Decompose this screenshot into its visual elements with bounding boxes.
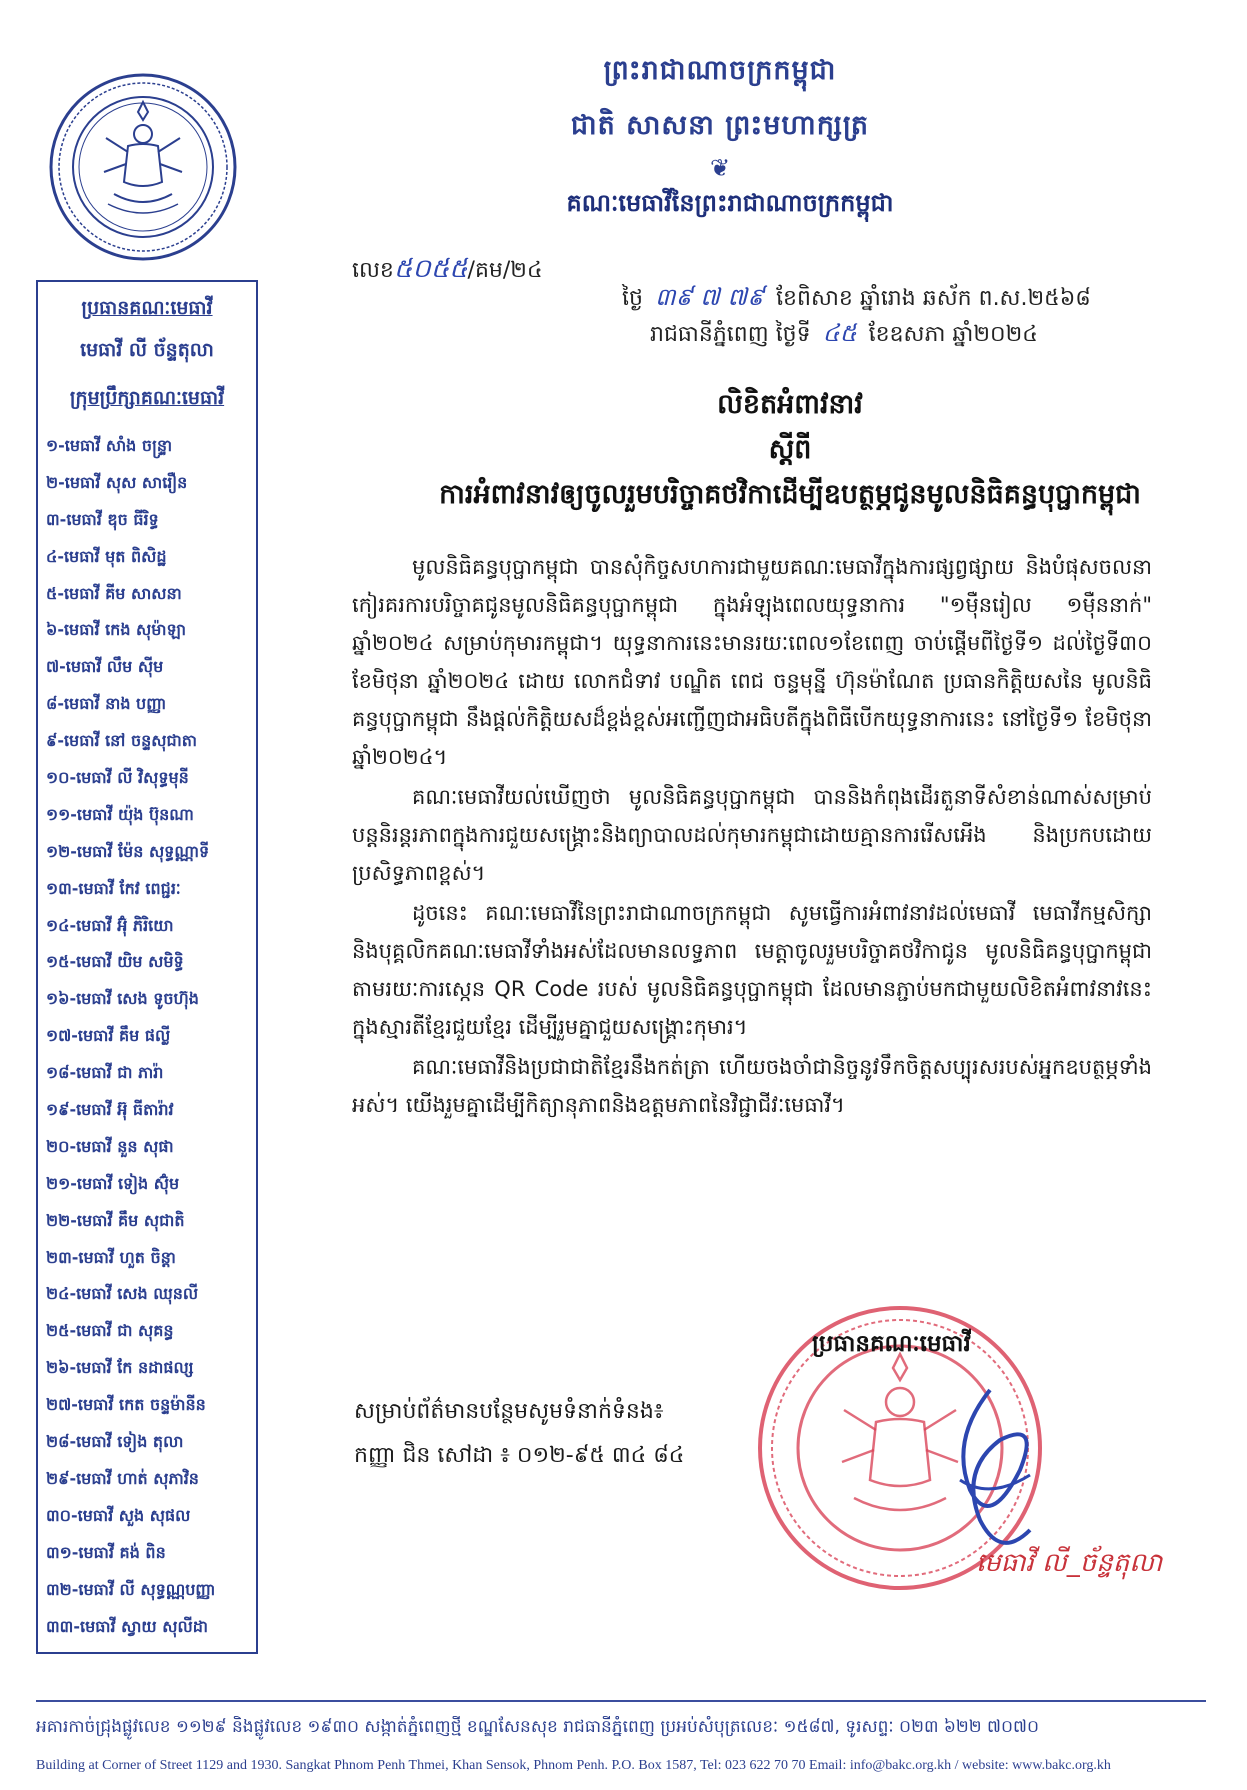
list-item: ២៦-មេធាវី កែ នដាផល្ស bbox=[46, 1358, 194, 1378]
list-item: ១៤-មេធាវី អ៊ុំ ភិរិយោ bbox=[46, 915, 174, 935]
list-item: ១៣-មេធាវី កែវ ពេជ្ជរៈ bbox=[46, 878, 181, 898]
list-item: ១៧-មេធាវី គឹម ផល្លី bbox=[46, 1026, 171, 1046]
list-item: ២៩-មេធាវី ហាត់ សុភាវិន bbox=[46, 1468, 199, 1488]
contact-info bbox=[354, 1390, 684, 1478]
ornament-icon: ❦ bbox=[709, 154, 731, 182]
letter-header bbox=[480, 44, 960, 182]
kingdom-heading: ព្រះរាជាណាចក្រកម្ពុជា bbox=[603, 55, 837, 86]
list-item: ១៨-មេធាវី ជា ភារ៉ា bbox=[46, 1063, 164, 1083]
list-item: ១៥-មេធាវី យិម សមិទ្ធិ bbox=[46, 952, 184, 972]
body-paragraph-4: គណៈមេធាវីនិងប្រជាជាតិខ្មែរនឹងកត់ត្រា ហើយចងចាំជានិច្ចនូវទឹកចិត្តសប្បុរសរបស់អ្នកឧបត្ថម្ភទាំងអស់។ យើងរួមគ្នាដើម្បីកិត្យានុភាពនិងឧត្តមភាពនៃវិជ្ជាជីវៈមេធាវី។ bbox=[352, 1055, 1152, 1117]
solar-date bbox=[650, 318, 1038, 353]
body-paragraph-3: ដូចនេះ គណៈមេធាវីនៃព្រះរាជាណាចក្រកម្ពុជា សូមធ្វើការអំពាវនាវដល់មេធាវី មេធាវីកម្មសិក្សា និងបុគ្គលិកគណៈមេធាវីទាំងអស់ដែលមានលទ្ធភាព មេត្តាចូលរួមបរិច្ចាគថវិកាជូន មូលនិធិគន្ធបុប្ផាកម្ពុជា តាមរយៈការស្កេន QR Code របស់ មូលនិធិគន្ធបុប្ផាកម្ពុជា ដែលមានភ្ជាប់មកជាមួយលិខិតអំពាវនាវនេះ ក្នុងស្មារតីខ្មែរជួយខ្មែរ ដើម្បីរួមគ្នាជួយសង្គ្រោះកុមារ។ bbox=[352, 901, 1152, 1039]
title-line-appeal: លិខិតអំពាវនាវ bbox=[717, 389, 863, 420]
list-item: ៣០-មេធាវី សួង សុផល bbox=[46, 1505, 191, 1525]
list-item: ៣-មេធាវី ឌុច ធីរិទ្ធ bbox=[46, 509, 159, 529]
solar-date-prefix: រាជធានីភ្នំពេញ ថ្ងៃទី bbox=[650, 322, 811, 347]
list-item: ២៤-មេធាវី សេង ឈុនលី bbox=[46, 1284, 199, 1304]
list-item: ២៧-មេធាវី កេត ចន្ទម៉ានីន bbox=[46, 1395, 206, 1415]
bar-association-seal-icon bbox=[48, 72, 238, 262]
list-item: ១៦-មេធាវី សេង ទូចហ៊ុង bbox=[46, 989, 199, 1009]
list-item: ៤-មេធាវី មុត ពិសិដ្ឋ bbox=[46, 546, 167, 566]
body-paragraph-2: គណៈមេធាវីយល់ឃើញថា មូលនិធិគន្ធបុប្ផាកម្ពុជា បាននិងកំពុងដើរតួនាទីសំខាន់ណាស់សម្រាប់បន្តនិរន្តរភាពក្នុងការជួយសង្គ្រោះនិងព្យាបាលដល់កុមារកម្ពុជាដោយគ្មានការរើសអើង និងប្រកបដោយប្រសិទ្ធភាពខ្ពស់។ bbox=[352, 785, 1152, 885]
list-item: ៩-មេធាវី នៅ ចន្ទសុជាតា bbox=[46, 731, 197, 751]
list-item: ២៣-មេធាវី ហួត ចិន្តា bbox=[46, 1247, 176, 1267]
title-line-regarding: ស្តីពី bbox=[768, 434, 812, 465]
reference-prefix: លេខ bbox=[352, 258, 394, 283]
council-member-list bbox=[46, 428, 248, 1645]
body-paragraph-1: មូលនិធិគន្ធបុប្ផាកម្ពុជា បានសុំកិច្ចសហការជាមួយគណៈមេធាវីក្នុងការផ្សព្វផ្សាយ និងបំផុសចលនាកៀរគរការបរិច្ចាគជូនមូលនិធិគន្ធបុប្ផាកម្ពុជា ក្នុងអំឡុងពេលយុទ្ធនាការ "១ម៉ឺនរៀល ១ម៉ឺននាក់" ឆ្នាំ២០២៤ សម្រាប់កុមារកម្ពុជា។ យុទ្ធនាការនេះមានរយៈពេល១ខែពេញ ចាប់ផ្តើមពីថ្ងៃទី១ ដល់ថ្ងៃទី៣០ ខែមិថុនា ឆ្នាំ២០២៤ ដោយ លោកជំទាវ បណ្ឌិត ពេជ ចន្ទមុន្នី ហ៊ុនម៉ាណែត ប្រធានកិត្តិយសនៃ មូលនិធិគន្ធបុប្ផាកម្ពុជា នឹងផ្តល់កិត្តិយសដ៏ខ្ពង់ខ្ពស់អញ្ជើញជាអធិបតីក្នុងពិធីបើកយុទ្ធនាការនេះ នៅថ្ងៃទី១ ខែមិថុនា ឆ្នាំ២០២៤។ bbox=[352, 555, 1152, 769]
list-item: ១៩-មេធាវី អ៊ុ ធីតារ៉ាវ bbox=[46, 1100, 174, 1120]
list-item: ១០-មេធាវី លី វិសុទ្ធមុនី bbox=[46, 768, 189, 788]
list-item: ២៨-មេធាវី ទៀង តុលា bbox=[46, 1432, 184, 1452]
reference-suffix: /គម/២៤ bbox=[467, 258, 543, 283]
letter-title bbox=[360, 388, 1220, 517]
footer-divider bbox=[36, 1700, 1206, 1702]
president-heading: ប្រធានគណៈមេធាវី bbox=[81, 297, 213, 319]
list-item: ៣៣-មេធាវី ស្វាយ សុលីដា bbox=[46, 1616, 208, 1636]
list-item: ១១-មេធាវី យ៉ុង ប៊ុនណា bbox=[46, 804, 194, 824]
list-item: ២-មេធាវី សុស សារឿន bbox=[46, 472, 188, 492]
solar-date-rest: ខែឧសភា ឆ្នាំ២០២៤ bbox=[868, 322, 1038, 347]
reference-handwritten-number: ៥០៥៥ bbox=[393, 254, 468, 284]
signatory-name: មេធាវី លី_ច័ន្ទតុលា bbox=[976, 1548, 1163, 1578]
lunar-day-label: ថ្ងៃ bbox=[622, 286, 643, 311]
list-item: ៦-មេធាវី កេង សុម៉ាឡា bbox=[46, 620, 187, 640]
list-item: ៣១-មេធាវី គង់ ពិន bbox=[46, 1542, 166, 1562]
list-item: ២៥-មេធាវី ជា សុគន្ធ bbox=[46, 1321, 174, 1341]
list-item: ៣២-មេធាវី លី សុទ្ធណ្ណបញ្ញា bbox=[46, 1579, 216, 1599]
president-name: មេធាវី លី ច័ន្ទតុលា bbox=[80, 339, 214, 361]
lunar-day-handwritten: ៣៩ ៧ ៧៩ bbox=[654, 283, 765, 311]
list-item: ២២-មេធាវី គឹម សុជាតិ bbox=[46, 1210, 185, 1230]
lunar-date-rest: ខែពិសាខ ឆ្នាំរោង ឆស័ក ព.ស.២៥៦៨ bbox=[776, 286, 1091, 311]
lunar-date bbox=[622, 282, 1091, 317]
council-heading: ក្រុមប្រឹក្សាគណៈមេធាវី bbox=[69, 387, 225, 409]
solar-day-handwritten: ៤៥ bbox=[822, 319, 857, 347]
letter-body bbox=[352, 548, 1152, 1126]
reference-number bbox=[352, 252, 543, 290]
contact-line-2: កញ្ញា ជិន សៅដា ៖ ០១២-៩៥ ៣៤ ៨៤ bbox=[354, 1443, 685, 1468]
footer-address-english: Building at Corner of Street 1129 and 1930. Sangkat Phnom Penh Thmei, Khan Sensok, Phnom Penh. P.O. Box 1587, Tel: 023 622 70 70 Email: info@bakc.org.kh / website: www.bakc.org.kh bbox=[36, 1758, 1111, 1773]
list-item: ៥-មេធាវី គីម សាសនា bbox=[46, 583, 182, 603]
national-motto: ជាតិ សាសនា ព្រះមហាក្សត្រ bbox=[570, 110, 870, 141]
title-line-subject: ការអំពាវនាវឲ្យចូលរួមបរិច្ចាគថវិកាដើម្បីឧបត្ថម្ភជូនមូលនិធិគន្ធបុប្ផាកម្ពុជា bbox=[439, 479, 1141, 510]
list-item: ៨-មេធាវី នាង បញ្ញា bbox=[46, 694, 167, 714]
signatory-title: ប្រធានគណៈមេធាវី bbox=[812, 1331, 971, 1357]
list-item: ២០-មេធាវី នួន សុផា bbox=[46, 1136, 174, 1156]
list-item: ១២-មេធាវី ម៉ែន សុទ្ធណ្ណាទី bbox=[46, 841, 210, 861]
footer-address-khmer: អគារកាច់ជ្រុងផ្លូវលេខ ១១២៩ និងផ្លូវលេខ ១៩៣០ សង្កាត់ភ្នំពេញថ្មី ខណ្ឌសែនសុខ រាជធានីភ្នំពេញ ប្រអប់សំបុត្រលេខៈ ១៥៨៧, ទូរសព្ទៈ ០២៣ ៦២២ ៧០៧០ bbox=[36, 1717, 1040, 1737]
list-item: ២១-មេធាវី ទៀង ស៊ុំម bbox=[46, 1173, 180, 1193]
organization-name: គណៈមេធាវីនៃព្រះរាជាណាចក្រកម្ពុជា bbox=[566, 189, 894, 217]
council-sidebar bbox=[36, 280, 258, 1654]
list-item: ១-មេធាវី សាំង ចន្ទ្រា bbox=[46, 436, 173, 455]
list-item: ៧-មេធាវី លឹម ស៊ីម bbox=[46, 657, 164, 677]
contact-line-1: សម្រាប់ព័ត៌មានបន្ថែមសូមទំនាក់ទំនង៖ bbox=[354, 1399, 664, 1424]
